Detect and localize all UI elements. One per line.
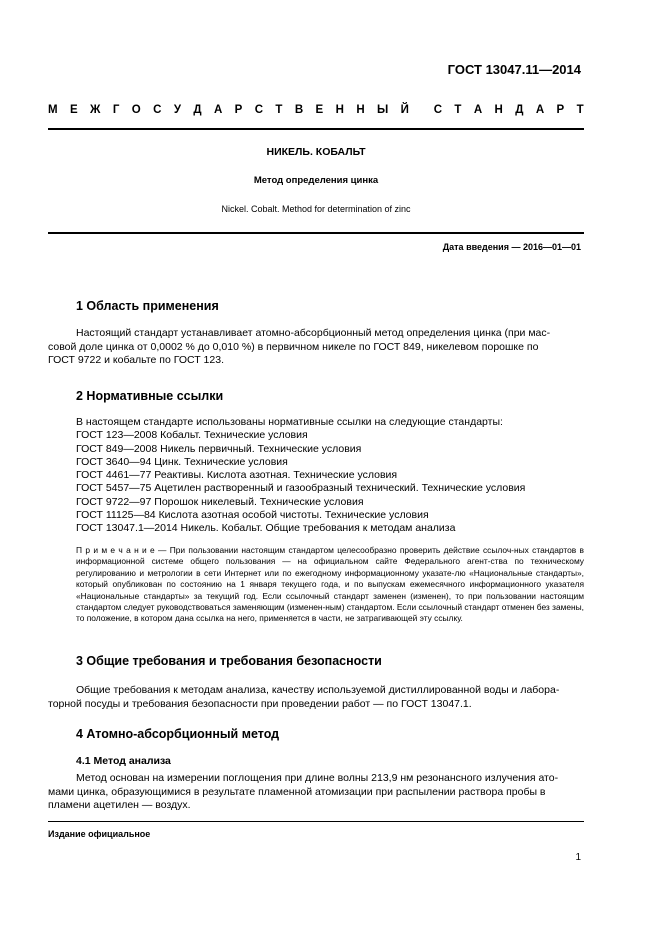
banner-letter: Р (234, 104, 243, 116)
banner-letter: У (173, 104, 181, 116)
banner-letter: Н (356, 104, 365, 116)
reference-note (76, 545, 584, 625)
section-4-1-line: мами цинка, образующимися в результате пламенной атомизации при распылении раствора пробы в (48, 785, 546, 798)
note-label: П р и м е ч а н и е (76, 545, 155, 555)
introduction-date: Дата введения — 2016—01—01 (442, 242, 581, 252)
reference-item: ГОСТ 11125—84 Кислота азотная особой чистоты. Технические условия (76, 509, 429, 522)
section-3-heading: 3 Общие требования и требования безопасности (76, 654, 382, 668)
section-4-heading: 4 Атомно-абсорбционный метод (76, 727, 280, 741)
banner-letter: Т (454, 104, 462, 116)
reference-item: ГОСТ 849—2008 Никель первичный. Технические условия (76, 442, 362, 455)
banner-letter: Т (275, 104, 283, 116)
section-1-line: ГОСТ 9722 и кобальте по ГОСТ 123. (48, 354, 224, 366)
document-subtitle: Метод определения цинка (253, 175, 379, 186)
section-1-line: совой доле цинка от 0,0002 % до 0,010 %) в первичном никеле по ГОСТ 849, никелевом порошке по (48, 340, 539, 353)
reference-item: ГОСТ 5457—75 Ацетилен растворенный и газообразный технический. Технические условия (76, 482, 526, 495)
section-3-line: торной посуды и требования безопасности при проведении работ — по ГОСТ 13047.1. (48, 697, 472, 710)
section-2-heading: 2 Нормативные ссылки (76, 389, 224, 403)
banner-letter: Н (335, 104, 344, 116)
official-edition-label: Издание официальное (48, 829, 151, 839)
normative-references-list (76, 416, 584, 536)
banner-letter: Ы (377, 104, 389, 116)
banner-letter: Е (315, 104, 324, 116)
banner-letter: С (153, 104, 162, 116)
banner-letter: А (473, 104, 483, 116)
section-3-text (48, 684, 584, 711)
subsection-4-1-heading: 4.1 Метод анализа (76, 755, 171, 767)
banner-letter: В (294, 104, 304, 116)
banner-letter: А (535, 104, 545, 116)
banner-letter: С (254, 104, 264, 116)
reference-item: ГОСТ 13047.1—2014 Никель. Кобальт. Общие требования к методам анализа (76, 522, 456, 535)
banner-letter: Т (576, 104, 584, 116)
banner-letter: Й (400, 104, 409, 116)
reference-item: ГОСТ 9722—97 Порошок никелевый. Технические условия (76, 495, 364, 508)
section-4-1-line: пламени ацетилен — воздух. (48, 799, 191, 811)
interstate-standard-banner (48, 104, 584, 116)
banner-letter: О (131, 104, 141, 116)
banner-letter: Н (494, 104, 503, 116)
section-1-line: Настоящий стандарт устанавливает атомно-абсорбционный метод определения цинка (при мас- (76, 327, 551, 339)
banner-letter: Е (69, 104, 78, 116)
section-4-1-line: Метод основан на измерении поглощения при длине волны 213,9 нм резонансного излучения ато- (76, 772, 559, 784)
header-rule-top (48, 128, 584, 130)
banner-letter: А (213, 104, 223, 116)
page-number: 1 (575, 852, 581, 863)
banner-letter: М (48, 104, 58, 116)
note-text: — При пользовании настоящим стандартом целесообразно проверить действие ссылоч-ных стандартов в информационной системе общего пользования — на официальном сайте Федерального агент-ства по техническому регулированию и метрологии в сети Интернет или по ежегодному информационному указате-лю «Национальные стандарты», который опубликован по состоянию на 1 января текущего года, и по выпускам ежемесячного информационного указателя «Национальные стандарты» за текущий год. Если ссылочный стандарт заменен (изменен), то при пользовании настоящим стандартом следует руководствоваться заменяющим (изменен-ным) стандартом. Если ссылочный стандарт отменен без замены, то положение, в котором дана ссылка на него, применяется в части, не затрагивающей эту ссылку. (76, 545, 584, 624)
reference-item: ГОСТ 3640—94 Цинк. Технические условия (76, 455, 288, 468)
section-1-text (48, 327, 584, 368)
footer-rule (48, 821, 584, 822)
section-3-line: Общие требования к методам анализа, качеству используемой дистиллированной воды и лабора- (76, 684, 560, 696)
document-title-english: Nickel. Cobalt. Method for determination of zinc (221, 204, 411, 214)
section-1-heading: 1 Область применения (76, 299, 219, 313)
banner-letter: Г (112, 104, 120, 116)
header-rule-bottom (48, 232, 584, 234)
section-4-1-text (48, 772, 584, 813)
references-intro: В настоящем стандарте использованы нормативные ссылки на следующие стандарты: (76, 416, 503, 428)
document-title: НИКЕЛЬ. КОБАЛЬТ (266, 146, 366, 158)
banner-letter: Д (193, 104, 202, 116)
banner-letter: С (433, 104, 443, 116)
reference-item: ГОСТ 123—2008 Кобальт. Технические условия (76, 429, 308, 442)
banner-letter: Р (556, 104, 565, 116)
gost-number: ГОСТ 13047.11—2014 (447, 62, 581, 77)
banner-letter: Д (515, 104, 524, 116)
reference-item: ГОСТ 4461—77 Реактивы. Кислота азотная. Технические условия (76, 469, 398, 482)
banner-letter: Ж (90, 104, 101, 116)
